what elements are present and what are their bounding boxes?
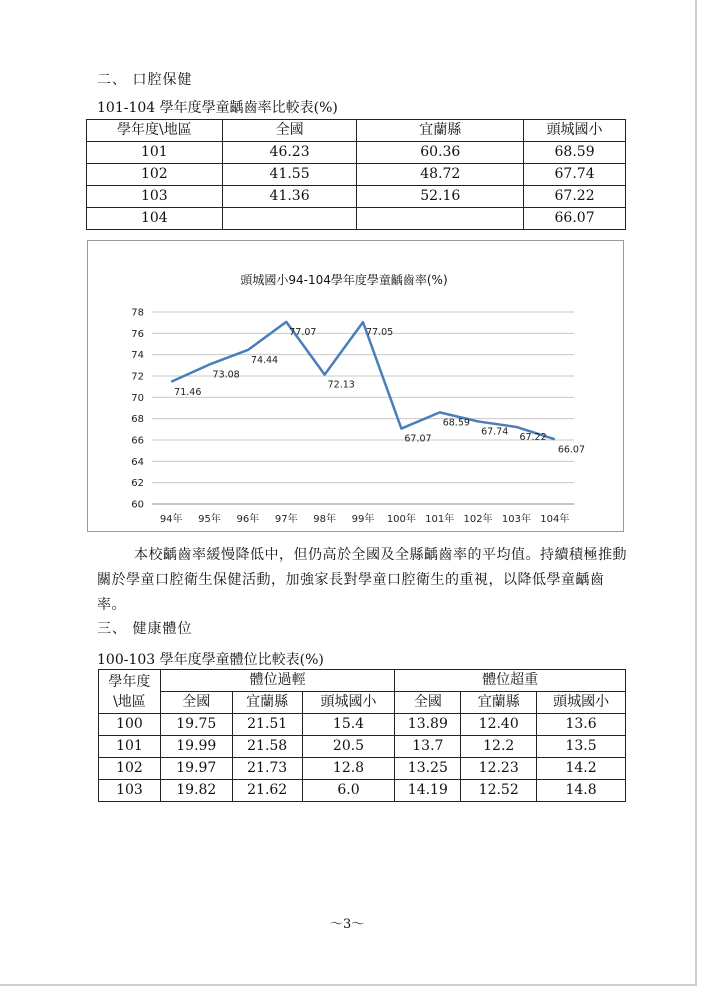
x-tick-label: 94年 — [159, 514, 183, 525]
table-cell: 14.19 — [395, 780, 461, 802]
group-header-overweight: 體位超重 — [395, 670, 626, 692]
data-label: 77.07 — [289, 326, 317, 338]
header-cell: 頭城國小 — [537, 692, 626, 714]
table-header-row — [99, 670, 626, 692]
table-row — [99, 758, 626, 780]
x-tick-label: 103年 — [501, 514, 532, 525]
header-cell: 學年度\地區 — [87, 120, 223, 142]
table-cell: 13.6 — [537, 714, 626, 736]
table-cell: 101 — [87, 142, 223, 164]
y-tick-label: 62 — [131, 478, 144, 490]
data-label: 73.08 — [212, 369, 240, 381]
table-row — [99, 736, 626, 758]
x-tick-label: 99年 — [351, 514, 375, 525]
header-cell: 宜蘭縣 — [461, 692, 537, 714]
data-label: 68.59 — [442, 417, 470, 429]
table-cell: 46.23 — [222, 142, 357, 164]
table-row — [99, 714, 626, 736]
table-cell: 13.5 — [537, 736, 626, 758]
table-cell: 66.07 — [524, 208, 626, 230]
section-heading-body-weight: 三、 健康體位 — [97, 621, 193, 637]
body-weight-table — [98, 669, 626, 802]
table-cell: 20.5 — [302, 736, 395, 758]
table-cell: 67.74 — [524, 164, 626, 186]
table-cell — [222, 208, 357, 230]
table-cell: 21.58 — [232, 736, 302, 758]
y-tick-label: 72 — [131, 371, 144, 383]
x-tick-label: 97年 — [274, 514, 298, 525]
x-tick-label: 100年 — [386, 514, 416, 525]
y-tick-label: 60 — [131, 499, 144, 511]
data-label: 74.44 — [250, 354, 279, 366]
header-cell: 頭城國小 — [302, 692, 395, 714]
header-cell: 宜蘭縣 — [357, 120, 524, 142]
table-cell: 103 — [99, 780, 161, 802]
table-header-row — [87, 120, 626, 142]
header-cell: 全國 — [395, 692, 461, 714]
table-cell: 19.99 — [160, 736, 232, 758]
data-label: 72.13 — [327, 379, 355, 391]
table-cell: 14.8 — [537, 780, 626, 802]
x-tick-label: 102年 — [463, 514, 493, 525]
chart-title: 頭城國小94-104學年度學童齲齒率(%) — [240, 273, 448, 287]
table-cell: 60.36 — [357, 142, 524, 164]
table-row — [99, 780, 626, 802]
corner-header-line1: 學年度 — [108, 673, 151, 690]
table-cell: 15.4 — [302, 714, 395, 736]
caries-rate-chart — [87, 240, 624, 532]
series-line — [171, 322, 555, 439]
table-cell: 12.8 — [302, 758, 395, 780]
table-cell: 12.52 — [461, 780, 537, 802]
table-cell: 102 — [99, 758, 161, 780]
table-cell — [357, 208, 524, 230]
table-cell: 21.62 — [232, 780, 302, 802]
table-cell: 100 — [99, 714, 161, 736]
table-row — [87, 164, 626, 186]
group-header-underweight: 體位過輕 — [160, 670, 395, 692]
section-heading-oral-health: 二、 口腔保健 — [97, 72, 193, 88]
table-cell: 21.73 — [232, 758, 302, 780]
table-cell: 12.2 — [461, 736, 537, 758]
table-cell: 67.22 — [524, 186, 626, 208]
table-row — [87, 142, 626, 164]
header-cell: 全國 — [160, 692, 232, 714]
caries-rate-chart-svg — [88, 241, 623, 531]
table-cell: 13.25 — [395, 758, 461, 780]
fitness-table-caption: 100-103 學年度學童體位比較表(%) — [97, 652, 324, 668]
table-cell: 41.55 — [222, 164, 357, 186]
data-label: 77.05 — [366, 327, 394, 339]
y-tick-label: 68 — [131, 414, 144, 426]
data-label: 67.74 — [481, 426, 509, 438]
oral-table-caption: 101-104 學年度學童齲齒率比較表(%) — [97, 100, 338, 116]
table-cell: 12.40 — [461, 714, 537, 736]
table-cell: 19.97 — [160, 758, 232, 780]
header-cell: 全國 — [222, 120, 357, 142]
x-tick-label: 95年 — [198, 514, 221, 525]
table-cell: 13.89 — [395, 714, 461, 736]
data-label: 66.07 — [557, 444, 586, 456]
data-label: 71.46 — [174, 386, 202, 398]
corner-header-cell — [99, 670, 161, 714]
data-label: 67.07 — [404, 433, 432, 445]
table-cell: 68.59 — [524, 142, 626, 164]
table-cell: 19.82 — [160, 780, 232, 802]
x-tick-label: 98年 — [313, 514, 337, 525]
y-tick-label: 76 — [131, 328, 144, 340]
table-cell: 101 — [99, 736, 161, 758]
table-cell: 52.16 — [357, 186, 524, 208]
table-subheader-row — [99, 692, 626, 714]
data-label: 67.22 — [519, 431, 547, 443]
y-tick-label: 70 — [131, 392, 144, 404]
y-tick-label: 66 — [131, 435, 144, 447]
y-tick-label: 74 — [131, 350, 144, 362]
table-cell: 12.23 — [461, 758, 537, 780]
x-tick-label: 104年 — [540, 514, 570, 525]
table-cell: 6.0 — [302, 780, 395, 802]
table-cell: 21.51 — [232, 714, 302, 736]
table-cell: 14.2 — [537, 758, 626, 780]
table-row — [87, 186, 626, 208]
page-number: ～3～ — [330, 917, 365, 932]
x-tick-label: 96年 — [236, 514, 260, 525]
table-row — [87, 208, 626, 230]
oral-caries-table — [86, 119, 626, 230]
summary-paragraph-text: 本校齲齒率緩慢降低中，但仍高於全國及全縣齲齒率的平均值。持續積極推動關於學童口腔衛生保健活動，加強家長對學童口腔衛生的重視，以降低學童齲齒率。 — [97, 547, 627, 613]
table-cell: 104 — [87, 208, 223, 230]
table-cell: 19.75 — [160, 714, 232, 736]
header-cell: 頭城國小 — [524, 120, 626, 142]
table-cell: 103 — [87, 186, 223, 208]
x-tick-label: 101年 — [425, 514, 455, 525]
table-cell: 48.72 — [357, 164, 524, 186]
table-cell: 102 — [87, 164, 223, 186]
y-tick-label: 64 — [131, 456, 144, 468]
summary-paragraph — [97, 543, 627, 618]
y-tick-label: 78 — [131, 307, 144, 319]
header-cell: 宜蘭縣 — [232, 692, 302, 714]
table-cell: 13.7 — [395, 736, 461, 758]
table-cell: 41.36 — [222, 186, 357, 208]
corner-header-line2: \地區 — [113, 693, 146, 710]
